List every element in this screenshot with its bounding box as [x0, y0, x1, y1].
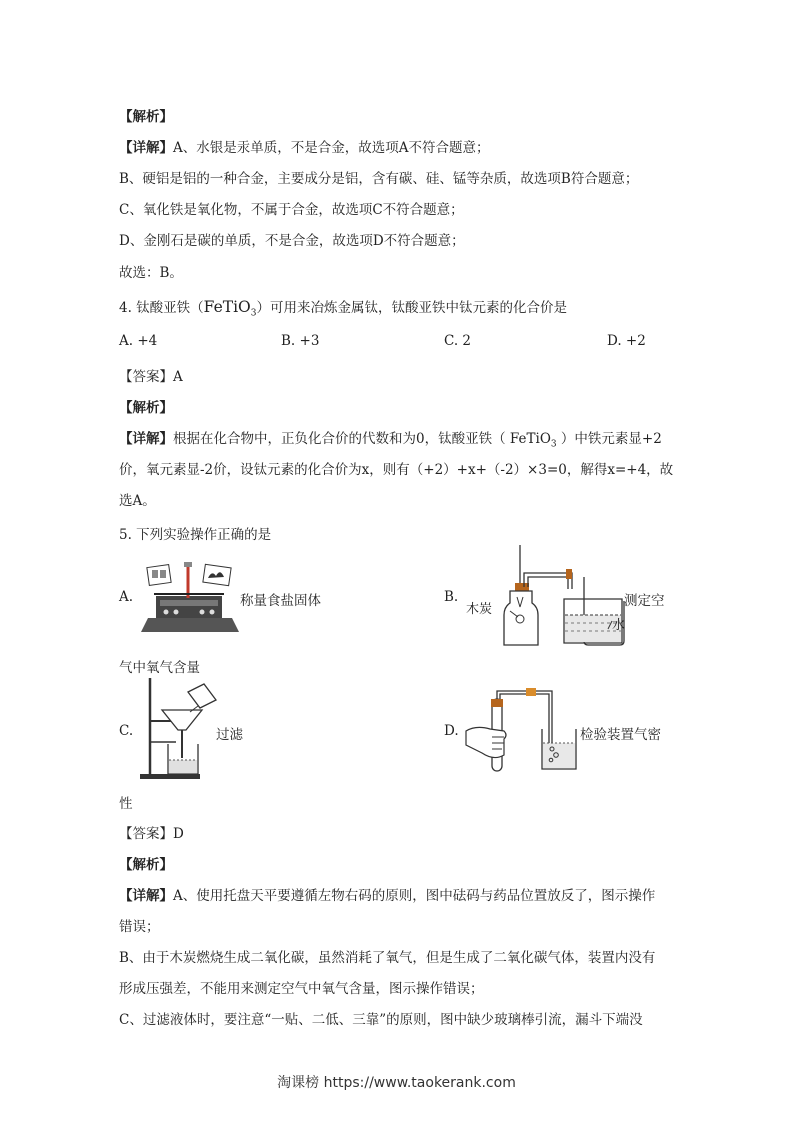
q4-analysis-heading: 【解析】 — [119, 400, 173, 416]
q4-option-b: B. +3 — [281, 333, 320, 349]
q4-stem-post: ）可用来冶炼金属钛，钛酸亚铁中钛元素的化合价是 — [256, 300, 567, 316]
question-4-stem — [119, 296, 567, 319]
q5-detail-line-4: 形成压强差，不能用来测定空气中氧气含量，图示操作错误； — [119, 981, 484, 997]
q5-detail-line-5: C、过滤液体时，要注意“一贴、二低、三靠”的原则，图中缺少玻璃棒引流，漏斗下端没 — [119, 1012, 643, 1028]
detail-heading-q3: 【详解】 — [119, 140, 173, 156]
q4-detail-line-1 — [119, 427, 662, 450]
q5-option-a-letter: A. — [119, 589, 134, 605]
balance-figure — [140, 556, 240, 632]
q5-option-d-text: 检验装置气密 — [580, 727, 661, 743]
page-footer-watermark[interactable]: 淘课榜 https://www.taokerank.com — [277, 1075, 516, 1091]
charcoal-apparatus-figure — [480, 545, 630, 647]
detail-line-q3-b: B、硬铝是铝的一种合金，主要成分是铝，含有碳、硅、锰等杂质，故选项B符合题意； — [119, 171, 639, 187]
q4-formula: FeTiO — [203, 298, 251, 316]
q4-formula-sub: 3 — [250, 308, 257, 319]
q5-option-c-text: 过滤 — [216, 727, 243, 743]
q4-stem-pre: 4. 钛酸亚铁（ — [119, 300, 204, 316]
q5-detail-line-3: B、由于木炭燃烧生成二氧化碳，虽然消耗了氧气，但是生成了二氧化碳气体，装置内没有 — [119, 950, 656, 966]
q4-detail-1a: 根据在化合物中，正负化合价的代数和为0，钛酸亚铁（ FeTiO — [173, 431, 551, 447]
q4-detail-line-3: 选A。 — [119, 493, 156, 509]
water-label: 水 — [612, 618, 626, 633]
q5-analysis-heading: 【解析】 — [119, 857, 173, 873]
q5-option-d-continued: 性 — [119, 796, 133, 812]
detail-text-q3-a: A、水银是汞单质，不是合金，故选项A不符合题意； — [173, 140, 490, 156]
q4-detail-line-2: 价，氧元素显-2价，设钛元素的化合价为x，则有（+2）+x+（-2）×3=0，解得x=+4，故 — [119, 462, 674, 478]
q5-detail-line-1 — [119, 884, 655, 904]
detail-line-q3-a — [119, 136, 490, 156]
q4-option-c: C. 2 — [444, 333, 472, 349]
q4-option-a: A. +4 — [119, 333, 158, 349]
q4-detail-1sub: 3 — [550, 439, 557, 450]
q5-option-d-letter: D. — [444, 723, 459, 739]
analysis-heading-q3: 【解析】 — [119, 109, 173, 125]
q5-answer: 【答案】D — [119, 826, 184, 842]
q5-option-b-text: 测定空 — [624, 593, 665, 609]
q5-option-b-letter: B. — [444, 589, 459, 605]
q4-answer: 【答案】A — [119, 369, 183, 385]
airtightness-figure — [464, 685, 584, 773]
q5-detail-heading: 【详解】 — [119, 888, 173, 904]
conclusion-q3: 故选：B。 — [119, 265, 183, 281]
q5-detail-line-2: 错误； — [119, 919, 160, 935]
q4-detail-1b: ）中铁元素显+2 — [556, 431, 662, 447]
detail-line-q3-d: D、金刚石是碳的单质，不是合金，故选项D不符合题意； — [119, 233, 465, 249]
q5-option-c-letter: C. — [119, 723, 134, 739]
charcoal-label: 木炭 — [466, 602, 493, 617]
q5-option-a-text: 称量食盐固体 — [240, 593, 321, 609]
q5-detail-1: A、使用托盘天平要遵循左物右码的原则，图中砝码与药品位置放反了，图示操作 — [173, 888, 656, 904]
question-5-stem: 5. 下列实验操作正确的是 — [119, 527, 272, 543]
q4-detail-heading: 【详解】 — [119, 431, 173, 447]
filtration-figure — [138, 678, 220, 780]
q5-option-b-continued: 气中氧气含量 — [119, 660, 200, 676]
q4-option-d: D. +2 — [607, 333, 646, 349]
detail-line-q3-c: C、氧化铁是氧化物，不属于合金，故选项C不符合题意； — [119, 202, 464, 218]
